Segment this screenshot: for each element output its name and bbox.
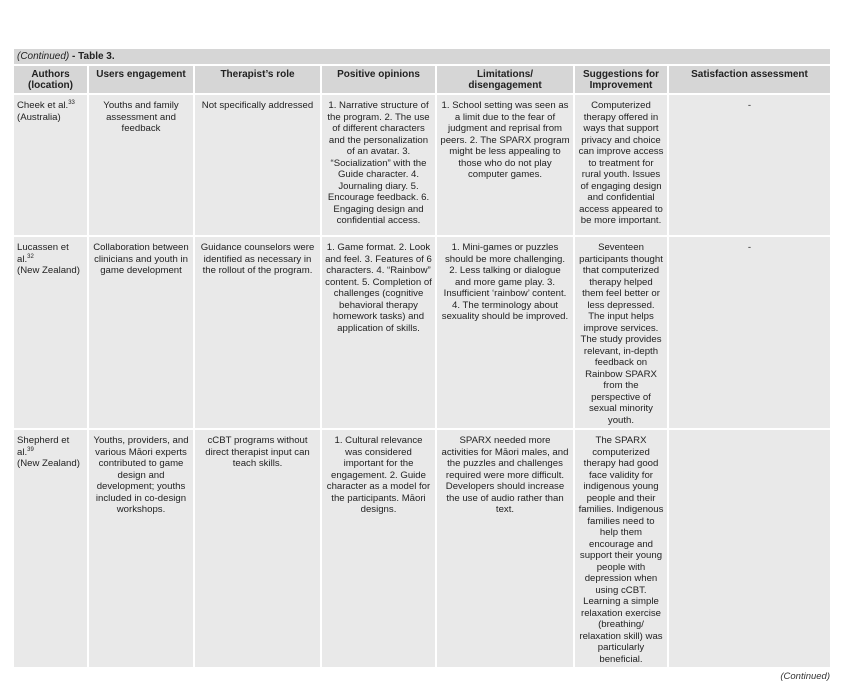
author-location: (Australia): [17, 111, 61, 123]
col-header-positive-opinions: Positive opinions: [321, 66, 436, 94]
table-container: [14, 49, 830, 669]
header-row: [14, 66, 830, 94]
limitations-cell: 1. School setting was seen as a limit due to the fear of judgment and reprisal from peers. 2. The SPARX program might be less appealing to those who do not play computer games.: [436, 94, 574, 236]
data-table: [14, 66, 830, 669]
author-cell: [14, 429, 88, 668]
limitations-cell: 1. Mini-games or puzzles should be more challenging. 2. Less talking or dialogue and more game play. 3. Insufficient ‘rainbow’ content. 4. The terminology about sexuality should be improved.: [436, 236, 574, 429]
col-header-limitations: Limitations/ disengagement: [436, 66, 574, 94]
users-engagement-cell: Collaboration between clinicians and youth in game development: [88, 236, 194, 429]
positive-opinions-cell: 1. Game format. 2. Look and feel. 3. Features of 6 characters. 4. “Rainbow” content. 5. Completion of challenges (cognitive behavioral therapy homework tasks) and application of skills.: [321, 236, 436, 429]
author-cell: [14, 236, 88, 429]
author-name: Shepherd et al.: [17, 435, 70, 458]
author-name: Cheek et al.: [17, 100, 69, 111]
author-cell: [14, 94, 88, 236]
reference-number: 33: [68, 99, 75, 106]
positive-opinions-cell: 1. Cultural relevance was considered important for the engagement. 2. Guide character as a model for the participants. Māori designs.: [321, 429, 436, 668]
satisfaction-cell: -: [668, 94, 830, 236]
author-name: Lucassen et al.: [17, 242, 69, 265]
author-location: (New Zealand): [17, 265, 80, 276]
limitations-cell: SPARX needed more activities for Māori males, and the puzzles and challenges required were more difficult. Developers should increase the use of audio rather than text.: [436, 429, 574, 668]
positive-opinions-cell: 1. Narrative structure of the program. 2. The use of different characters and the personalization of an avatar. 3. “Socialization” with the Guide character. 4. Journaling diary. 5. Encourage feedback. 6. Engaging design and confidential access.: [321, 94, 436, 236]
table-row: [14, 94, 830, 236]
col-header-authors: Authors (location): [14, 66, 88, 94]
therapist-role-cell: cCBT programs without direct therapist input can teach skills.: [194, 429, 321, 668]
suggestions-cell: Seventeen participants thought that computerized therapy helped them feel better or less depressed. The input helps improve services. The study provides relevant, in-depth feedback on Rainbow SPARX from the perspective of sexual minority youth.: [574, 236, 668, 429]
continued-footer: (Continued): [780, 671, 830, 682]
table-row: [14, 429, 830, 668]
col-header-users-engagement: Users engagement: [88, 66, 194, 94]
caption-title: - Table 3.: [69, 51, 115, 62]
suggestions-cell: The SPARX computerized therapy had good face validity for indigenous young people and their families. Indigenous families need to help them encourage and support their young people with depression when using cCBT. Learning a simple relaxation exercise (breathing/ relaxation skill) was particularly beneficial.: [574, 429, 668, 668]
satisfaction-cell: -: [668, 236, 830, 429]
satisfaction-cell: [668, 429, 830, 668]
author-location: (New Zealand): [17, 458, 80, 469]
table-row: [14, 236, 830, 429]
therapist-role-cell: Guidance counselors were identified as necessary in the rollout of the program.: [194, 236, 321, 429]
reference-number: 32: [27, 253, 34, 260]
col-header-satisfaction: Satisfaction assessment: [668, 66, 830, 94]
suggestions-cell: Computerized therapy offered in ways that support privacy and choice can improve access to treatment for rural youth. Issues of engaging design and confidential access appeared to be more important.: [574, 94, 668, 236]
col-header-suggestions: Suggestions for Improvement: [574, 66, 668, 94]
table-caption: [14, 49, 830, 66]
caption-continued: (Continued): [17, 51, 70, 62]
therapist-role-cell: Not specifically addressed: [194, 94, 321, 236]
col-header-therapist-role: Therapist’s role: [194, 66, 321, 94]
users-engagement-cell: Youths, providers, and various Māori experts contributed to game design and development; youths included in co-design workshops.: [88, 429, 194, 668]
reference-number: 39: [27, 446, 34, 453]
users-engagement-cell: Youths and family assessment and feedback: [88, 94, 194, 236]
